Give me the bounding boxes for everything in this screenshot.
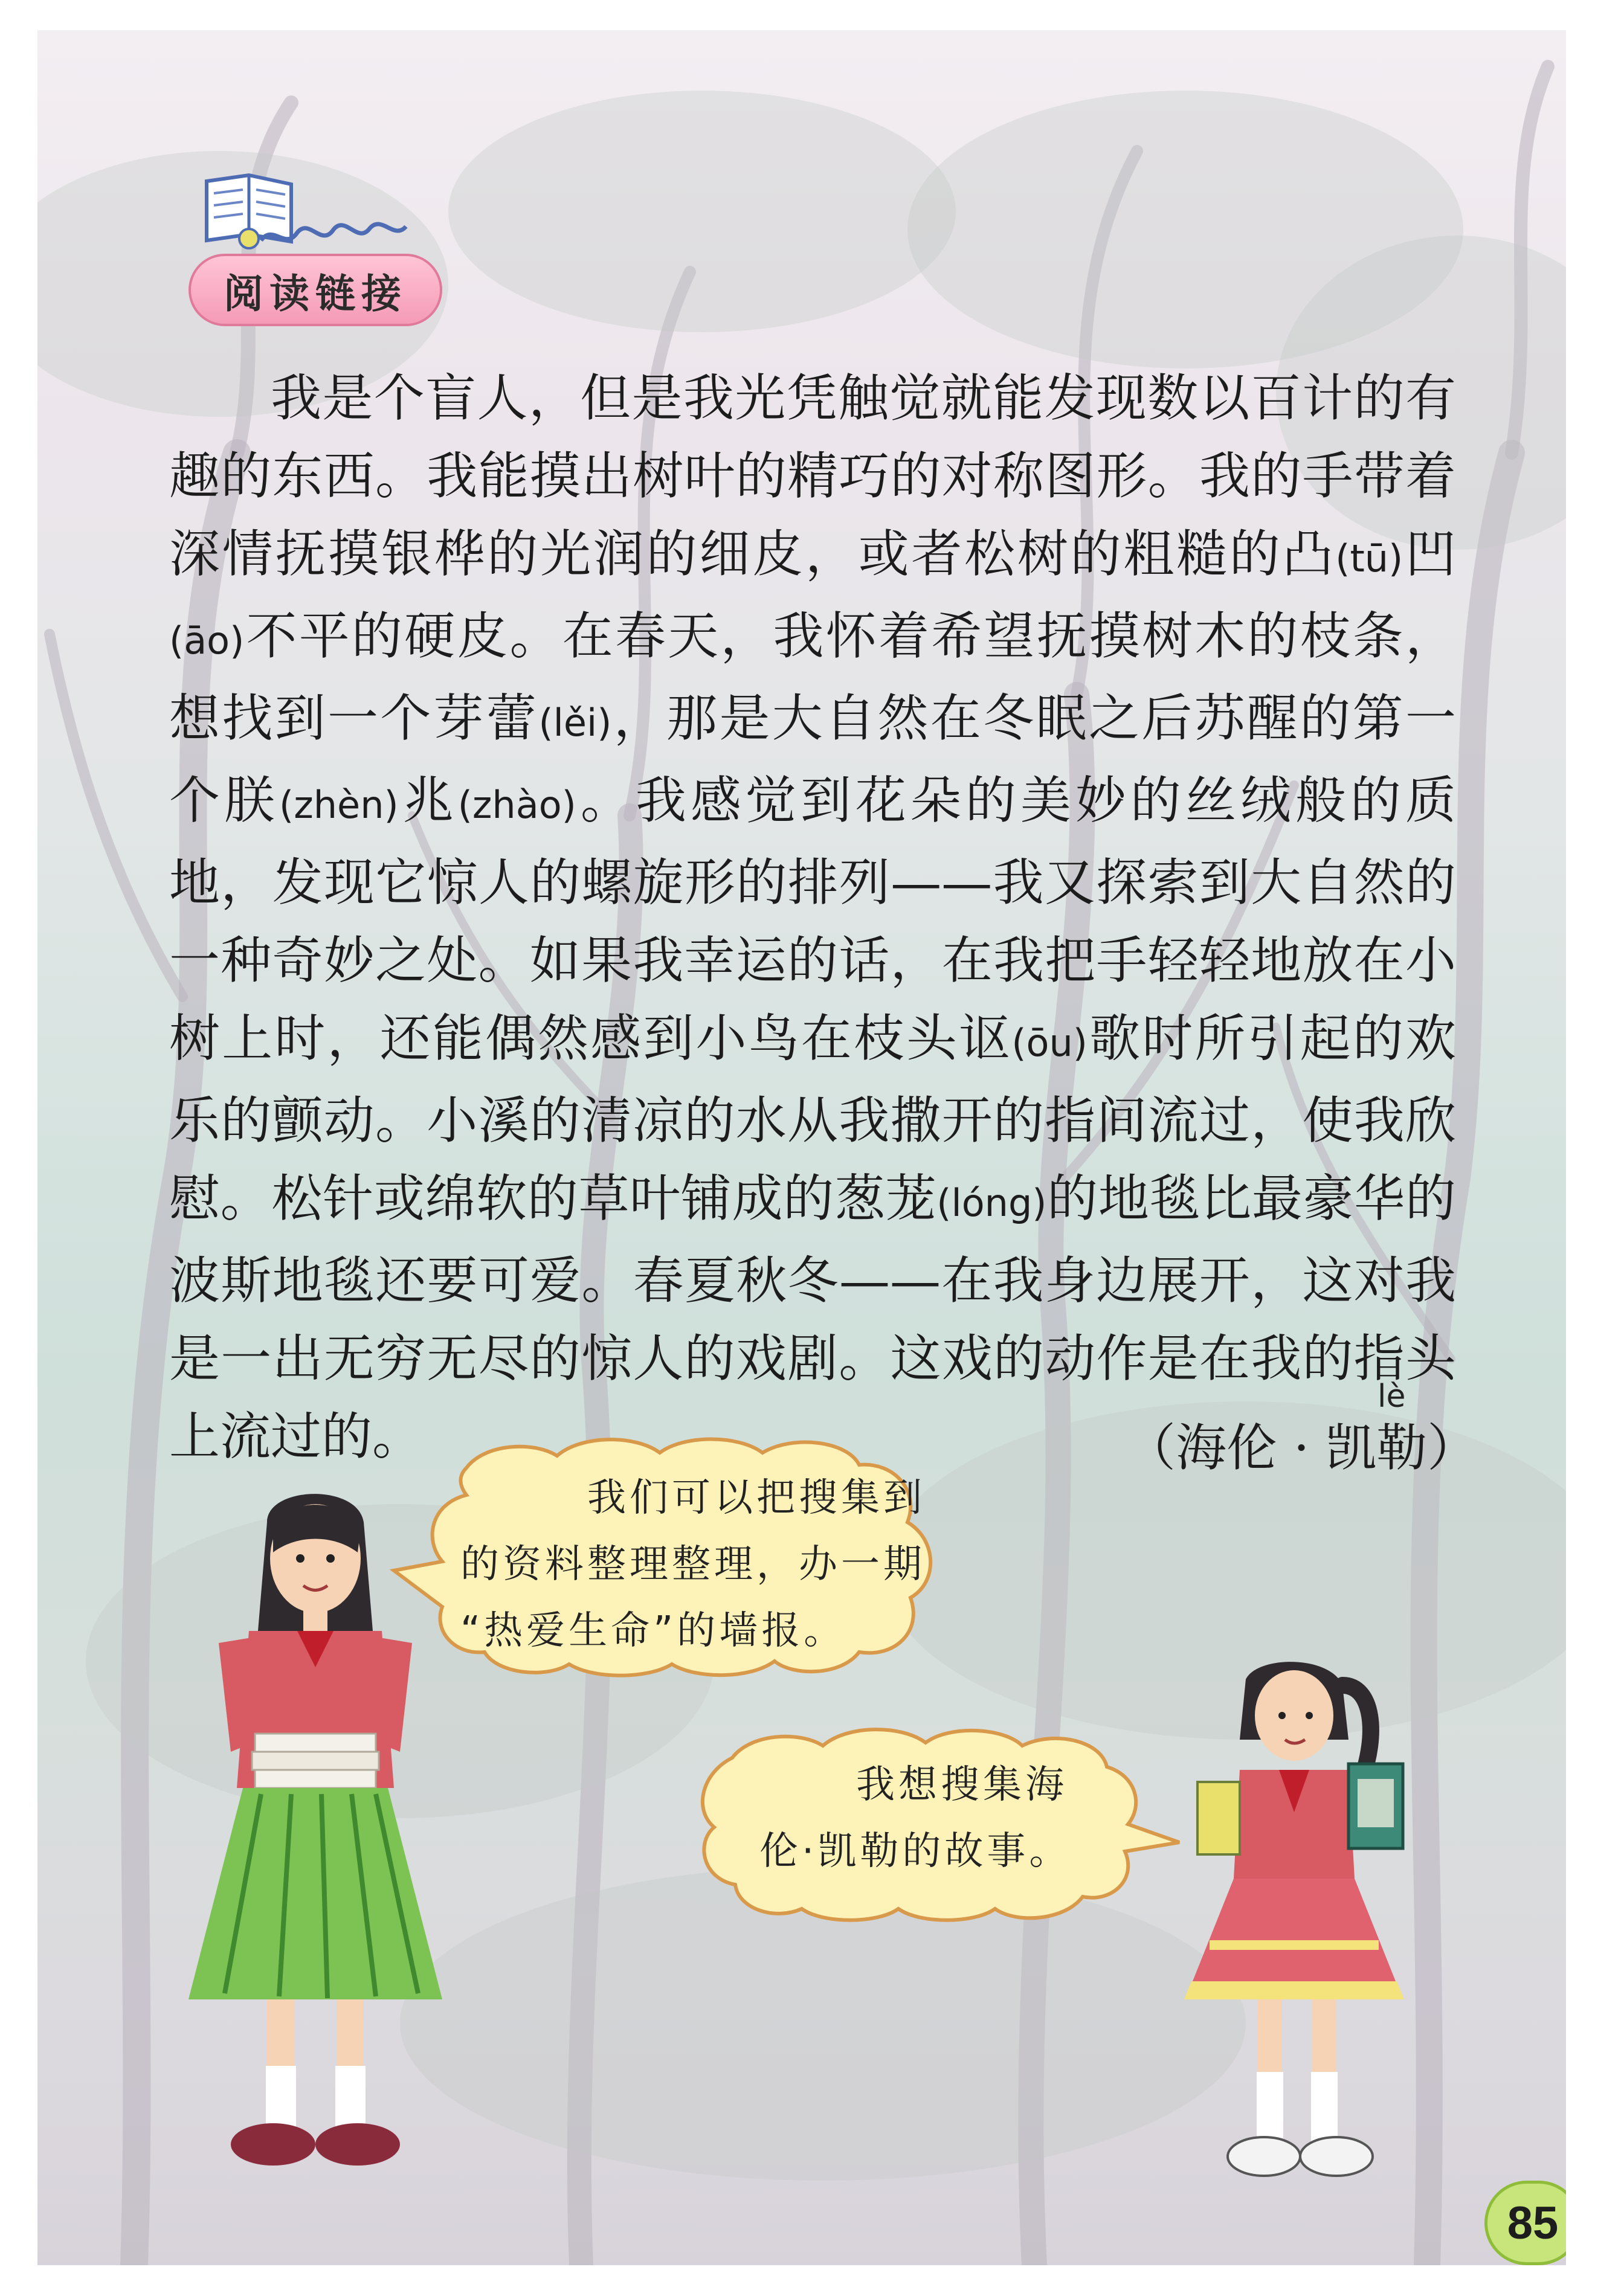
section-title-badge	[188, 254, 442, 326]
book-icon	[201, 169, 418, 260]
article-text-segment: 凹	[1403, 524, 1456, 584]
pinyin-annotation: (āo)	[169, 619, 245, 663]
article-text-segment: 兆	[398, 771, 458, 830]
pinyin-annotation: (zhào)	[457, 783, 576, 827]
bubble-line: 我想搜集海	[856, 1763, 1068, 1807]
bubble-line: “热爱生命”的墙报。	[460, 1609, 846, 1653]
bubble-line: 伦·凯勒的故事。	[759, 1829, 1072, 1874]
article-text-segment: 的地毯比最豪华的波斯地毯还要可爱。春夏秋冬——在我身边展开，这对我是一出无穷无尽的惊人的戏剧。这戏的动作是在我的指头上流过的。	[169, 1169, 1456, 1466]
article-text-segment: ，那是大自然在冬眠之后苏醒的第一个朕	[169, 689, 1456, 830]
speech-bubble-left-text	[460, 1465, 944, 1664]
pinyin-annotation: (tū)	[1335, 536, 1403, 580]
textbook-page	[37, 30, 1566, 2265]
author-name: （海伦 · 凯勒）	[1125, 1418, 1478, 1478]
article-text-segment: 歌时所引起的欢乐的颤动。小溪的清凉的水从我撒开的指间流过，使我欣慰。松针或绵软的草叶铺成的葱茏	[169, 1009, 1456, 1228]
article-text-segment: 我是个盲人，但是我光凭触觉就能发现数以百计的有趣的东西。我能摸出树叶的精巧的对称图形。我的手带着深情抚摸银桦的光润的细皮，或者松树的粗糙的凸	[169, 368, 1456, 584]
bubble-line: 我们可以把搜集到	[587, 1476, 926, 1520]
bubble-line: 的资料整理整理，办一期	[460, 1542, 926, 1587]
article-text-segment: 。我感觉到花朵的美妙的丝绒般的质地，发现它惊人的螺旋形的排列——我又探索到大自然的一种奇妙之处。如果我幸运的话，在我把手轻轻地放在小树上时，还能偶然感到小鸟在枝头讴	[169, 771, 1456, 1068]
article-paragraph	[169, 359, 1456, 1476]
section-title: 阅读链接	[224, 270, 407, 317]
author-pinyin: lè	[1378, 1378, 1406, 1415]
pinyin-annotation: (zhèn)	[279, 783, 399, 827]
pinyin-annotation: (lóng)	[936, 1181, 1047, 1225]
page-number: 85	[1484, 2181, 1566, 2265]
pinyin-annotation: (lěi)	[538, 701, 612, 745]
girl-with-books-illustration	[176, 1486, 466, 2199]
pinyin-annotation: (ōu)	[1011, 1021, 1088, 1065]
article-text	[169, 359, 1456, 1476]
speech-bubble-right-text	[759, 1752, 1158, 1885]
girl-with-book-illustration	[1173, 1661, 1439, 2235]
article-text-segment: 不平的硬皮。在春天，我怀着希望抚摸树木的枝条，想找到一个芽蕾	[169, 606, 1456, 748]
